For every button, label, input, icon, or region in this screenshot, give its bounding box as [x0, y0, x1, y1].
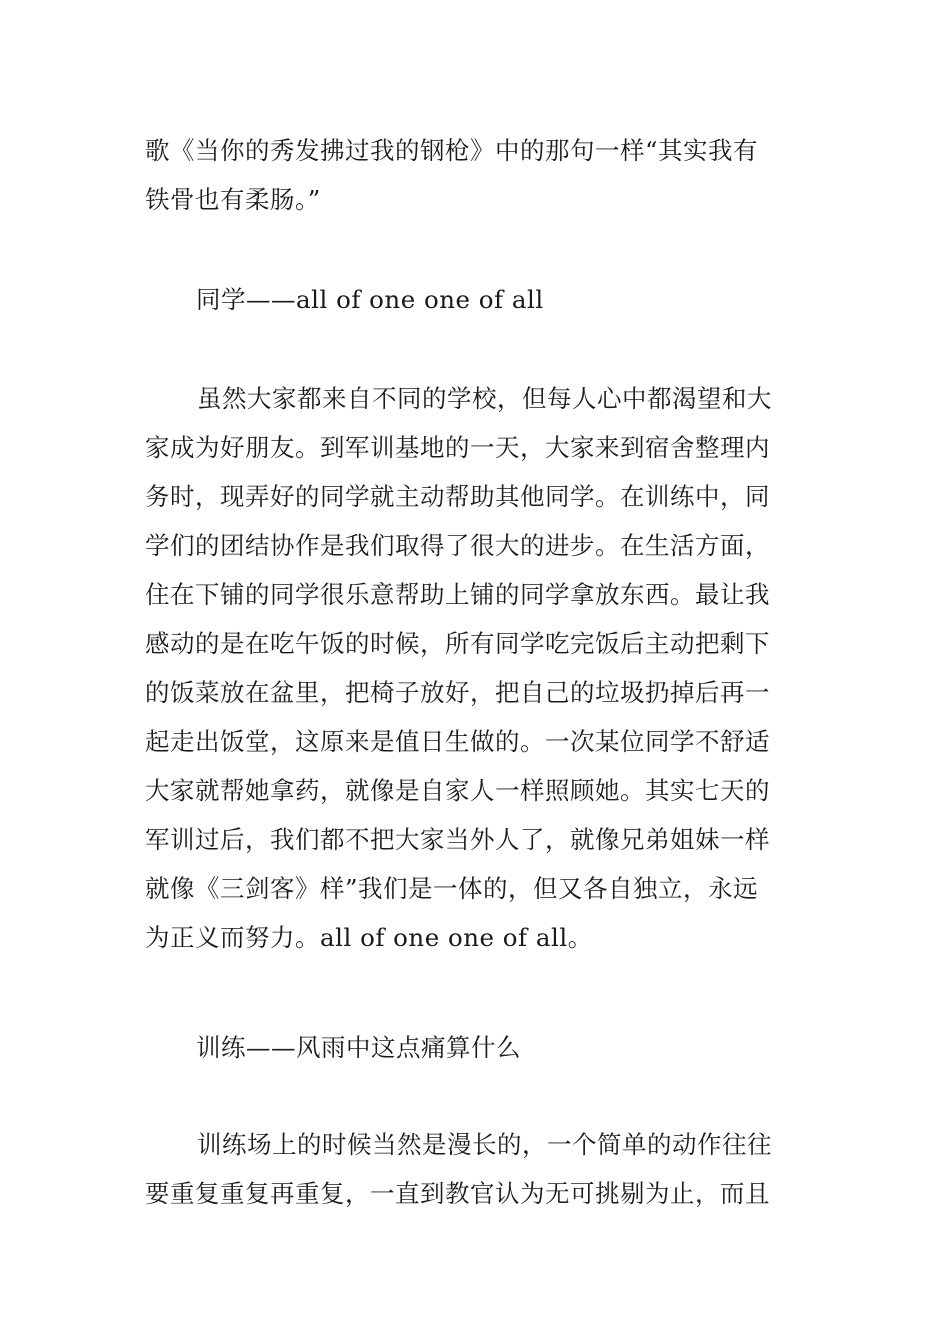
- paragraph-line: 歌《当你的秀发拂过我的钢枪》中的那句一样“其实我有: [145, 136, 759, 165]
- paragraph-line: 就像《三剑客》样”我们是一体的，但又各自独立，永远: [145, 874, 759, 903]
- paragraph-line: 感动的是在吃午饭的时候，所有同学吃完饭后主动把剩下: [145, 629, 770, 658]
- paragraph-line: 学们的团结协作是我们取得了很大的进步。在生活方面，: [145, 531, 770, 560]
- paragraph-line: 的饭菜放在盆里，把椅子放好，把自己的垃圾扔掉后再一: [145, 678, 770, 707]
- paragraph-line: 虽然大家都来自不同的学校，但每人心中都渴望和大: [197, 384, 772, 413]
- training-paragraph: [145, 1120, 810, 1218]
- paragraph-line: 大家就帮她拿药，就像是自家人一样照顾她。其实七天的: [145, 776, 770, 805]
- section-heading-classmates: 同学——all of one one of all: [196, 285, 544, 314]
- section-heading-training: 训练——风雨中这点痛算什么: [196, 1033, 521, 1062]
- paragraph-line: 要重复重复再重复，一直到教官认为无可挑剔为止，而且: [145, 1179, 770, 1208]
- paragraph-line: 住在下铺的同学很乐意帮助上铺的同学拿放东西。最让我: [145, 580, 770, 609]
- paragraph-line: 训练场上的时候当然是漫长的，一个简单的动作往往: [197, 1130, 772, 1159]
- classmates-paragraph: [145, 374, 810, 962]
- paragraph-line: 务时，现弄好的同学就主动帮助其他同学。在训练中，同: [145, 482, 770, 511]
- paragraph-line: 家成为好朋友。到军训基地的一天，大家来到宿舍整理内: [145, 433, 770, 462]
- paragraph-line: 军训过后，我们都不把大家当外人了，就像兄弟姐妹一样: [145, 825, 770, 854]
- paragraph-line: 为正义而努力。all of one one of all。: [145, 923, 593, 952]
- intro-paragraph: [145, 126, 810, 224]
- paragraph-line: 起走出饭堂，这原来是值日生做的。一次某位同学不舒适: [145, 727, 770, 756]
- paragraph-line: 铁骨也有柔肠。”: [145, 185, 321, 214]
